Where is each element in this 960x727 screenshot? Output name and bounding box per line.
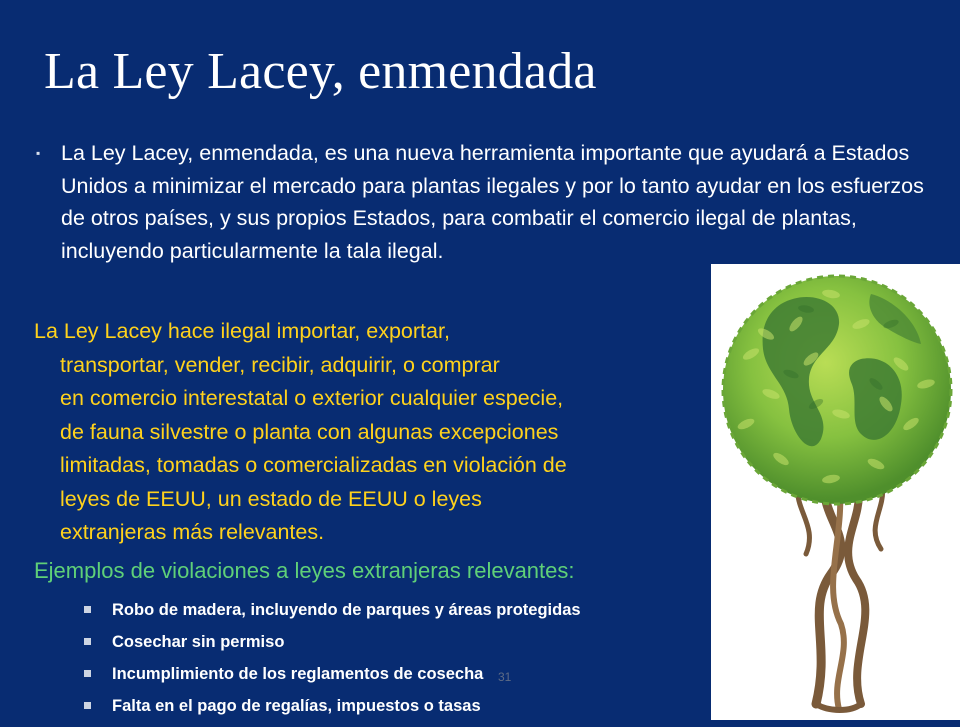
examples-list	[84, 599, 581, 727]
example-text: Robo de madera, incluyendo de parques y áreas protegidas	[112, 601, 581, 619]
definition-line: en comercio interestatal o exterior cualquier especie,	[60, 386, 564, 410]
intro-paragraph	[34, 137, 934, 267]
slide-title: La Ley Lacey, enmendada	[44, 43, 597, 100]
list-item	[84, 599, 581, 631]
definition-line: leyes de EEUU, un estado de EEUU o leyes	[60, 486, 482, 511]
list-item	[84, 631, 581, 663]
definition-line: limitadas, tomadas o comercializadas en violación de	[60, 453, 567, 477]
example-text: Cosechar sin permiso	[112, 633, 285, 651]
square-bullet-icon	[84, 606, 91, 613]
square-bullet-icon	[84, 670, 91, 677]
examples-heading: Ejemplos de violaciones a leyes extranjeras relevantes:	[34, 558, 575, 583]
example-text: Falta en el pago de regalías, impuestos o tasas	[112, 697, 481, 715]
square-bullet-icon: ▪	[36, 146, 41, 160]
square-bullet-icon	[84, 702, 91, 709]
intro-text: La Ley Lacey, enmendada, es una nueva herramienta importante que ayudará a Estados Unidos a minimizar el mercado para plantas ilegales y por lo tanto ayudar en los esfuerzos de otros países, y sus propios Estados, para combatir el comercio ilegal de plantas, incluyendo particularmente la tala ilegal.	[61, 141, 924, 263]
globe-tree-illustration	[711, 264, 960, 720]
definition-line: de fauna silvestre o planta con algunas excepciones	[60, 419, 559, 444]
page-number: 31	[498, 670, 512, 684]
example-text: Incumplimiento de los reglamentos de cosecha	[112, 665, 484, 683]
list-item	[84, 695, 581, 727]
definition-line: transportar, vender, recibir, adquirir, o comprar	[60, 352, 500, 377]
definition-line: extranjeras más relevantes.	[60, 520, 325, 544]
square-bullet-icon	[84, 638, 91, 645]
lacey-definition	[34, 315, 714, 550]
definition-line: La Ley Lacey hace ilegal importar, exportar,	[34, 319, 450, 343]
